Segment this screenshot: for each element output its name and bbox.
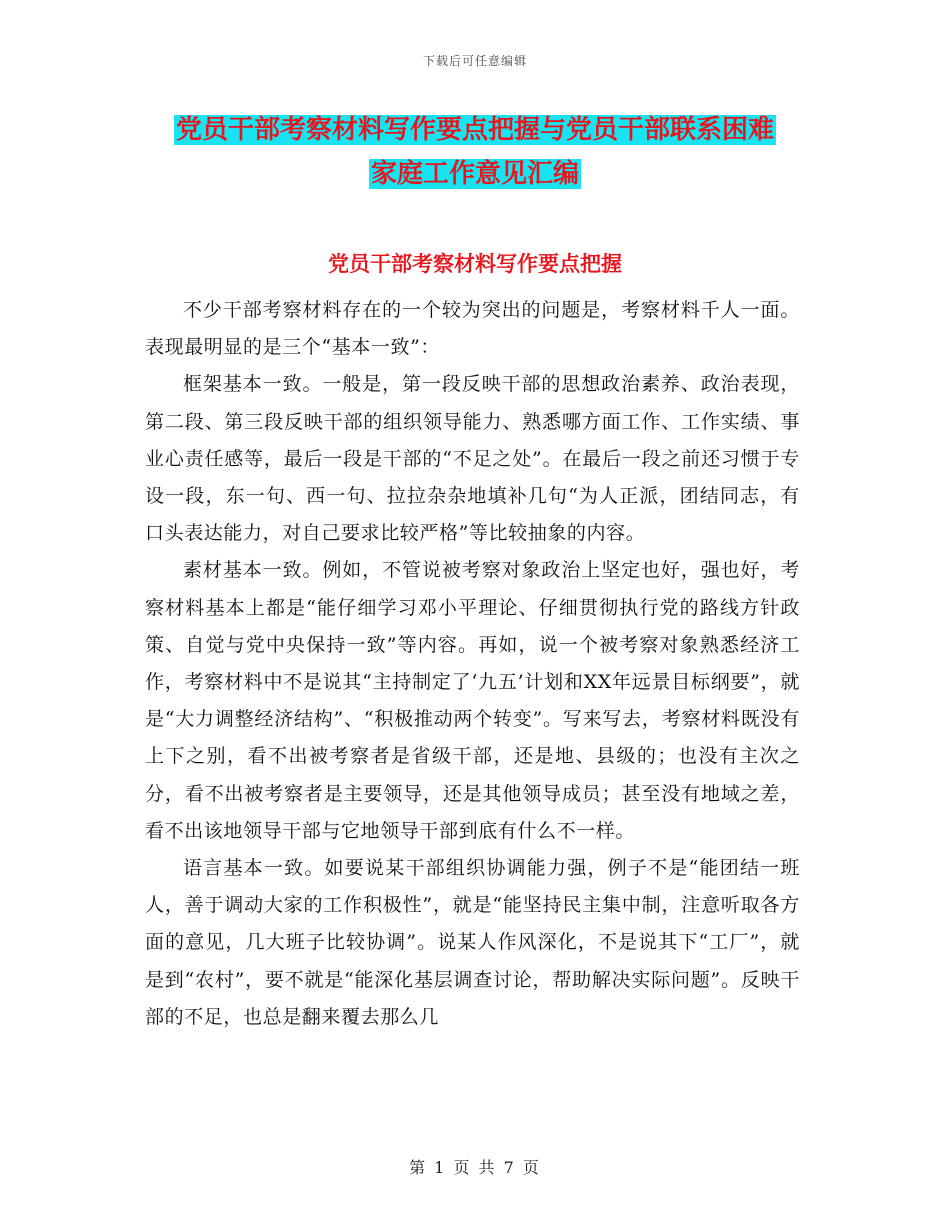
document-title-line-1-text: 党员干部考察材料写作要点把握与党员干部联系困难	[175, 115, 774, 145]
paragraph-2: 框架基本一致。一般是，第一段反映干部的思想政治素养、政治表现，第二段、第三段反映干部的组织领导能力、熟悉哪方面工作、工作实绩、事业心责任感等，最后一段是干部的“不足之处”。在最后一段之前还习惯于专设一段，东一句、西一句、拉拉杂杂地填补几句“为人正派，团结同志，有口头表达能力，对自己要求比较严格”等比较抽象的内容。	[145, 373, 800, 545]
section-title: 党员干部考察材料写作要点把握	[328, 252, 622, 276]
paragraph-4: 语言基本一致。如要说某干部组织协调能力强，例子不是“能团结一班人，善于调动大家的工作积极性”，就是“能坚持民主集中制，注意听取各方面的意见，几大班子比较协调”。说某人作风深化，不是说其下“工厂”，就是到“农村”，要不就是“能深化基层调查讨论，帮助解决实际问题”。反映干部的不足，也总是翻来覆去那么几	[145, 857, 800, 1028]
paragraph-1: 不少干部考察材料存在的一个较为突出的问题是，考察材料千人一面。表现最明显的是三个“基本一致”：	[145, 299, 800, 359]
document-title-line-2-text: 家庭工作意见汇编	[370, 159, 579, 189]
paragraph-3: 素材基本一致。例如，不管说被考察对象政治上坚定也好，强也好，考察材料基本上都是“能仔细学习邓小平理论、仔细贯彻执行党的路线方针政策、自觉与党中央保持一致”等内容。再如，说一个被考察对象熟悉经济工作，考察材料中不是说其“主持制定了‘九五’计划和XX年远景目标纲要”，就是“大力调整经济结构”、“积极推动两个转变”。写来写去，考察材料既没有上下之别，看不出被考察者是省级干部，还是地、县级的；也没有主次之分，看不出被考察者是主要领导，还是其他领导成员；甚至没有地域之差，看不出该地领导干部与它地领导干部到底有什么不一样。	[145, 559, 800, 842]
body-text	[145, 292, 800, 1036]
document-title-line-1	[0, 108, 950, 152]
document-title-line-2	[0, 152, 950, 196]
page-header-note: 下载后可任意编辑	[422, 54, 527, 68]
document-title	[0, 108, 950, 196]
page-footer-number: 第 1 页 共 7 页	[409, 1158, 541, 1177]
